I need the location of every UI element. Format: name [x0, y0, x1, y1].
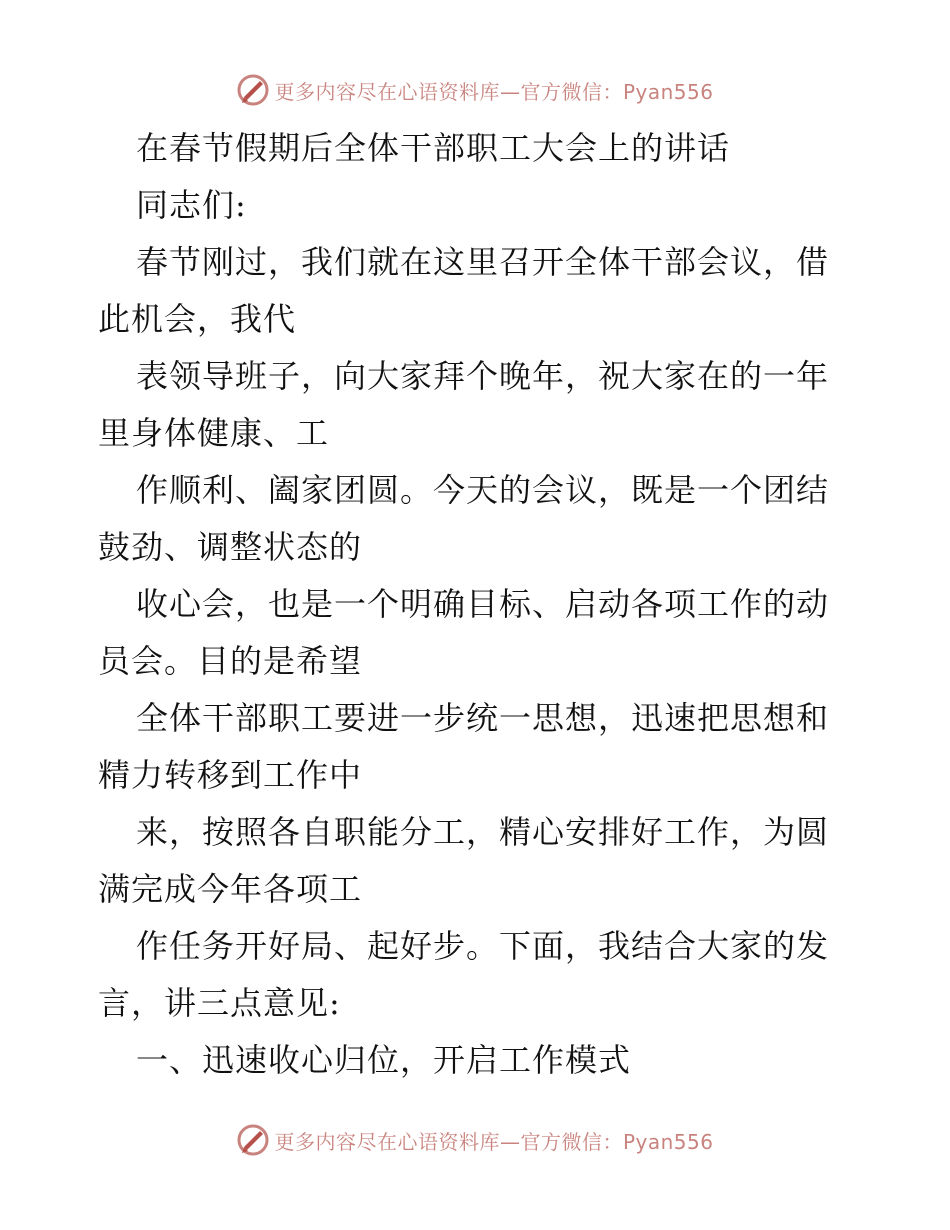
paragraph-line: 此机会，我代 — [98, 300, 297, 338]
paragraph-line: 鼓劲、调整状态的 — [98, 528, 363, 566]
section-heading: 一、迅速收心归位，开启工作模式 — [136, 1041, 632, 1079]
paragraph-line: 全体干部职工要进一步统一思想，迅速把思想和 — [136, 699, 830, 737]
paragraph-line: 表领导班子，向大家拜个晚年，祝大家在的一年 — [136, 357, 830, 395]
salutation: 同志们: — [136, 186, 247, 224]
paragraph-line: 言，讲三点意见: — [98, 984, 341, 1022]
watermark-text: 更多内容尽在心语资料库—官方微信：Pyan556 — [274, 1129, 714, 1154]
watermark-footer — [0, 1120, 950, 1160]
paragraph-line: 收心会，也是一个明确目标、启动各项工作的动 — [136, 585, 830, 623]
paragraph-line: 春节刚过，我们就在这里召开全体干部会议，借 — [136, 243, 830, 281]
brand-logo-icon — [236, 1123, 270, 1157]
watermark-text: 更多内容尽在心语资料库—官方微信：Pyan556 — [274, 79, 714, 104]
paragraph-line: 满完成今年各项工 — [98, 870, 363, 908]
document-body — [98, 120, 858, 1089]
paragraph-line: 里身体健康、工 — [98, 414, 330, 452]
paragraph-line: 作任务开好局、起好步。下面，我结合大家的发 — [136, 927, 830, 965]
brand-logo-icon — [236, 73, 270, 107]
watermark-header — [0, 70, 950, 110]
paragraph-line: 作顺利、阖家团圆。今天的会议，既是一个团结 — [136, 471, 830, 509]
paragraph-line: 员会。目的是希望 — [98, 642, 363, 680]
document-title: 在春节假期后全体干部职工大会上的讲话 — [136, 129, 731, 167]
paragraph-line: 精力转移到工作中 — [98, 756, 363, 794]
paragraph-line: 来，按照各自职能分工，精心安排好工作，为圆 — [136, 813, 830, 851]
